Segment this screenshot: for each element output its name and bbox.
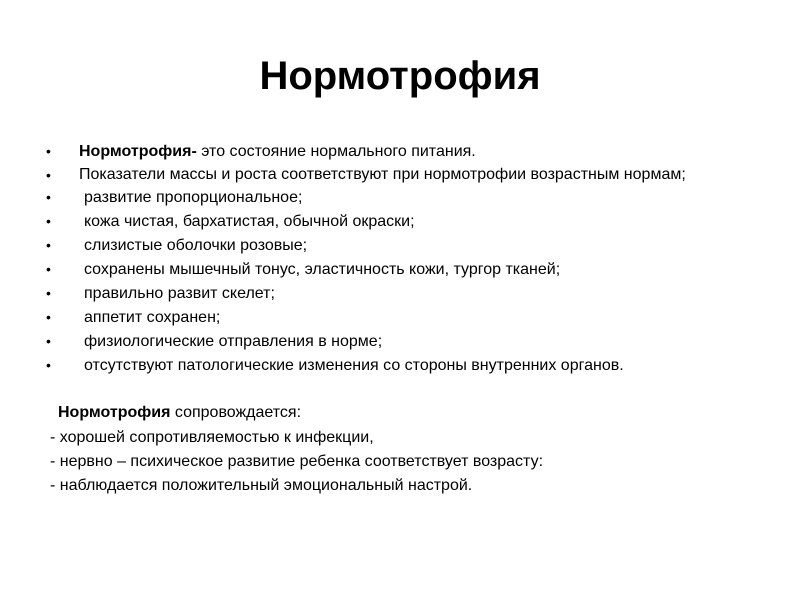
bullet-icon: • xyxy=(46,357,51,373)
list-item xyxy=(46,142,746,161)
list-item xyxy=(46,284,746,303)
list-item xyxy=(46,260,746,279)
slide-title: Нормотрофия xyxy=(259,54,541,98)
list-item xyxy=(46,356,746,375)
term-bold: Нормотрофия xyxy=(58,404,171,421)
term-bold: Нормотрофия- xyxy=(79,143,197,160)
dash-item: - наблюдается положительный эмоциональный настрой. xyxy=(50,477,473,494)
bullet-icon: • xyxy=(46,143,51,159)
list-item xyxy=(46,188,746,207)
list-item-text: слизистые оболочки розовые; xyxy=(84,237,308,254)
bullet-icon: • xyxy=(46,285,51,301)
list-item xyxy=(46,166,746,183)
list-item-text: отсутствуют патологические изменения со стороны внутренних органов. xyxy=(84,357,624,374)
list-item-text: развитие пропорциональное; xyxy=(84,189,303,206)
summary-line xyxy=(58,403,758,422)
list-item-text: это состояние нормального питания. xyxy=(196,143,476,160)
bullet-icon: • xyxy=(46,237,51,253)
list-item xyxy=(46,236,746,255)
list-item-text: правильно развит скелет; xyxy=(84,285,275,302)
dash-item: - хорошей сопротивляемостью к инфекции, xyxy=(50,429,374,446)
bullet-list xyxy=(46,142,746,380)
list-item-text: сохранены мышечный тонус, эластичность кожи, тургор тканей; xyxy=(84,261,561,278)
list-item xyxy=(46,332,746,351)
bullet-icon: • xyxy=(46,261,51,277)
bullet-icon: • xyxy=(46,213,51,229)
list-item xyxy=(46,308,746,327)
list-item-text: Показатели массы и роста соответствуют при нормотрофии возрастным нормам; xyxy=(79,166,686,183)
bullet-icon: • xyxy=(46,167,51,183)
bullet-icon: • xyxy=(46,189,51,205)
bullet-icon: • xyxy=(46,333,51,349)
summary-text: сопровождается: xyxy=(170,404,302,421)
list-item xyxy=(46,212,746,231)
list-item-text: физиологические отправления в норме; xyxy=(84,333,383,350)
bullet-icon: • xyxy=(46,309,51,325)
list-item-text: аппетит сохранен; xyxy=(84,309,221,326)
dash-item: - нервно – психическое развитие ребенка соответствует возрасту: xyxy=(50,453,544,470)
list-item-text: кожа чистая, бархатистая, обычной окраски; xyxy=(84,213,415,230)
